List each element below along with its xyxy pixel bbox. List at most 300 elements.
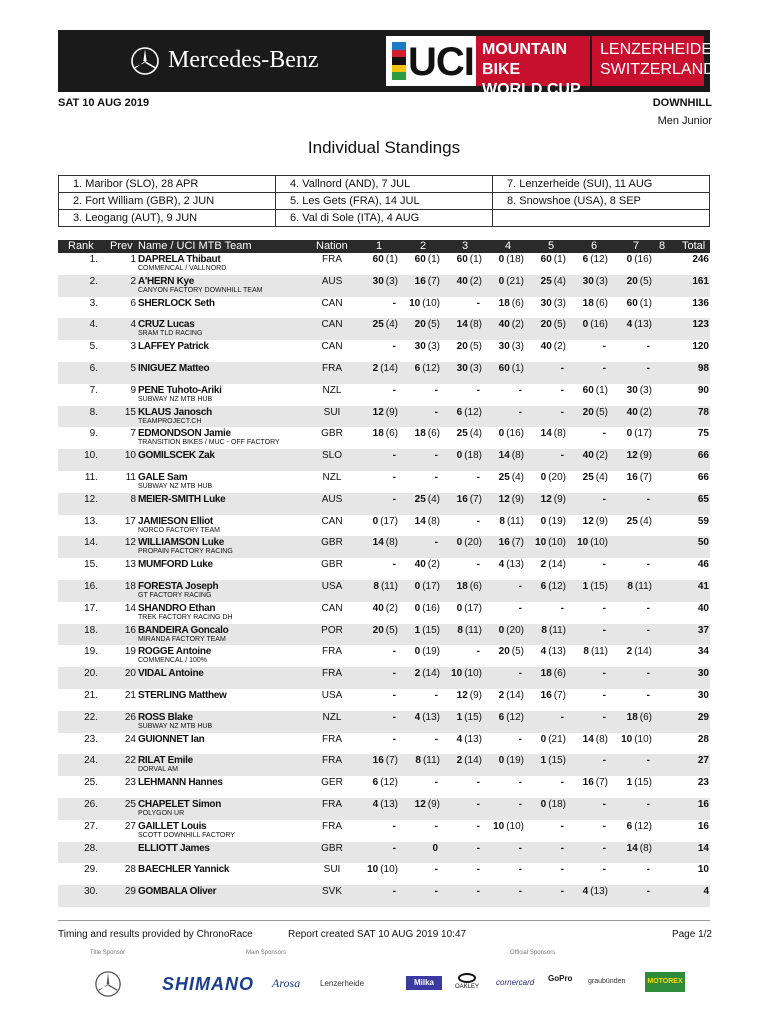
round-1-result xyxy=(354,646,398,658)
round-position: (11) xyxy=(422,755,440,767)
col-rank: Rank xyxy=(68,240,94,252)
round-3-result xyxy=(438,843,482,855)
rank-cell: 24. xyxy=(84,755,98,767)
motorex-logo: MOTOREX xyxy=(645,972,685,992)
round-position: (7) xyxy=(469,493,482,505)
standings-row xyxy=(58,340,710,362)
round-points: 25 xyxy=(498,471,510,483)
total-points: 123 xyxy=(692,319,709,331)
prev-rank-cell: 20 xyxy=(124,668,136,680)
rank-cell: 15. xyxy=(84,559,98,571)
standings-row xyxy=(58,384,710,406)
round-7-result xyxy=(608,450,652,462)
nation-cell: GBR xyxy=(321,537,343,549)
nation-cell: FRA xyxy=(322,733,342,745)
round-points: - xyxy=(646,864,650,876)
total-points: 29 xyxy=(697,711,709,723)
round-points: 30 xyxy=(372,275,384,287)
round-3-result xyxy=(438,690,482,702)
round-points: 16 xyxy=(626,471,638,483)
round-5-result xyxy=(522,734,566,746)
rider-name-text: INIGUEZ Matteo xyxy=(138,362,210,374)
rider-team: GT FACTORY RACING xyxy=(138,591,212,599)
round-position: (5) xyxy=(595,406,608,418)
round-position: (19) xyxy=(506,755,524,767)
round-4-result xyxy=(480,363,524,375)
round-position: (4) xyxy=(553,275,566,287)
rank-cell: 18. xyxy=(84,624,98,636)
round-position: (20) xyxy=(548,471,566,483)
round-points: 0 xyxy=(626,428,633,440)
rider-name-text: ROSS Blake xyxy=(138,711,193,723)
total-points: 98 xyxy=(697,362,709,374)
standings-rows xyxy=(58,253,710,907)
round-7-result xyxy=(608,298,652,310)
round-points: - xyxy=(602,842,606,854)
round-4-result xyxy=(480,428,524,440)
round-1-result xyxy=(354,821,398,833)
round-3-result xyxy=(438,341,482,353)
round-4-result xyxy=(480,319,524,331)
round-position: (11) xyxy=(380,580,398,592)
prev-rank-cell: 16 xyxy=(124,624,136,636)
rider-name-text: DAPRELA Thibaut xyxy=(138,254,221,265)
col-round-1: 1 xyxy=(376,240,383,252)
rider-name xyxy=(138,450,215,462)
round-position: (3) xyxy=(469,362,482,374)
round-position: (13) xyxy=(464,733,482,745)
mercedes-star-sponsor-icon xyxy=(94,970,122,998)
round-position: (11) xyxy=(506,515,524,527)
round-6-result xyxy=(564,341,608,353)
round-7-result xyxy=(608,385,652,397)
rank-cell: 20. xyxy=(84,668,98,680)
round-3-result xyxy=(438,407,482,419)
round-points: - xyxy=(602,820,606,832)
prev-rank-cell: 23 xyxy=(124,777,136,789)
round-points: - xyxy=(476,864,480,876)
round-points: 30 xyxy=(626,384,638,396)
round-3-result xyxy=(438,516,482,528)
round-1-result xyxy=(354,690,398,702)
round-points: 14 xyxy=(582,733,594,745)
round-6-result xyxy=(564,625,608,637)
round-position: (1) xyxy=(511,362,524,374)
rider-name xyxy=(138,494,225,506)
col-prev: Prev xyxy=(110,240,133,252)
round-position: (1) xyxy=(427,254,440,265)
round-points: - xyxy=(560,711,564,723)
round-6-result xyxy=(564,581,608,593)
round-3-result xyxy=(438,450,482,462)
round-points: 0 xyxy=(626,254,633,265)
round-points: 60 xyxy=(498,362,510,374)
round-4-result xyxy=(480,734,524,746)
round-position: (15) xyxy=(548,755,566,767)
event-cell: 5. Les Gets (FRA), 14 JUL xyxy=(276,193,493,210)
total-points: 30 xyxy=(697,668,709,680)
round-position: (8) xyxy=(385,537,398,549)
rider-team: TRANSITION BIKES / MUC - OFF FACTORY xyxy=(138,439,280,447)
round-points: 25 xyxy=(540,275,552,287)
round-5-result xyxy=(522,537,566,549)
rider-name-text: MUMFORD Luke xyxy=(138,559,213,571)
round-7-result xyxy=(608,559,652,571)
round-points: 40 xyxy=(414,559,426,571)
rank-cell: 29. xyxy=(84,864,98,876)
round-points: 0 xyxy=(456,602,463,614)
shimano-logo: SHIMANO xyxy=(162,974,254,994)
round-3-result xyxy=(438,603,482,615)
total-points: 4 xyxy=(703,886,709,898)
round-2-result xyxy=(396,690,440,702)
round-points: 0 xyxy=(432,842,438,854)
round-5-result xyxy=(522,603,566,615)
rank-cell: 10. xyxy=(84,450,98,462)
category: Men Junior xyxy=(657,115,712,127)
round-points: 1 xyxy=(540,755,547,767)
round-points: - xyxy=(646,755,650,767)
round-6-result xyxy=(564,690,608,702)
round-position: (4) xyxy=(511,471,524,483)
round-position: (16) xyxy=(590,319,608,331)
round-points: - xyxy=(392,689,396,701)
prev-rank-cell: 28 xyxy=(124,864,136,876)
round-7-result xyxy=(608,341,652,353)
round-points: 0 xyxy=(414,646,421,658)
round-points: 10 xyxy=(409,297,421,309)
round-position: (9) xyxy=(553,493,566,505)
prev-rank-cell: 17 xyxy=(124,515,136,527)
round-2-result xyxy=(396,319,440,331)
rank-cell: 6. xyxy=(89,362,98,374)
nation-cell: FRA xyxy=(322,798,342,810)
col-round-8: 8 xyxy=(659,240,666,252)
round-5-result xyxy=(522,341,566,353)
round-3-result xyxy=(438,559,482,571)
round-points: 12 xyxy=(456,689,468,701)
round-points: - xyxy=(476,798,480,810)
rank-cell: 28. xyxy=(84,842,98,854)
round-points: - xyxy=(560,777,564,789)
round-6-result xyxy=(564,385,608,397)
round-points: - xyxy=(602,755,606,767)
round-1-result xyxy=(354,341,398,353)
round-5-result xyxy=(522,668,566,680)
round-points: - xyxy=(602,559,606,571)
round-7-result xyxy=(608,537,652,549)
round-6-result xyxy=(564,734,608,746)
round-points: 40 xyxy=(626,406,638,418)
rider-name-text: CHAPELET Simon xyxy=(138,798,222,810)
round-2-result xyxy=(396,407,440,419)
round-2-result xyxy=(396,603,440,615)
round-position: (7) xyxy=(427,275,440,287)
rider-name-text: ELLIOTT James xyxy=(138,842,210,854)
round-points: 8 xyxy=(415,755,421,767)
round-position: (3) xyxy=(639,384,652,396)
round-6-result xyxy=(564,821,608,833)
round-7-result xyxy=(608,755,652,767)
round-points: - xyxy=(518,798,522,810)
round-6-result xyxy=(564,516,608,528)
round-position: (11) xyxy=(590,646,608,658)
round-1-result xyxy=(354,428,398,440)
round-7-result xyxy=(608,516,652,528)
round-points: - xyxy=(646,689,650,701)
round-6-result xyxy=(564,668,608,680)
graubunden-logo: graubünden xyxy=(588,978,626,985)
round-points: 10 xyxy=(451,668,463,680)
round-points: - xyxy=(560,602,564,614)
round-1-result xyxy=(354,494,398,506)
rank-cell: 5. xyxy=(89,341,98,353)
rank-cell: 1. xyxy=(89,254,98,265)
round-position: (13) xyxy=(422,711,440,723)
round-5-result xyxy=(522,276,566,288)
round-points: 18 xyxy=(540,668,552,680)
round-position: (13) xyxy=(634,319,652,331)
round-7-result xyxy=(608,603,652,615)
round-position: (19) xyxy=(548,515,566,527)
rank-cell: 23. xyxy=(84,733,98,745)
round-5-result xyxy=(522,428,566,440)
round-points: 60 xyxy=(626,297,638,309)
round-points: 8 xyxy=(373,580,379,592)
round-4-result xyxy=(480,450,524,462)
round-position: (14) xyxy=(506,689,524,701)
round-position: (10) xyxy=(590,537,608,549)
rider-name xyxy=(138,341,209,353)
round-points: - xyxy=(646,493,650,505)
col-round-2: 2 xyxy=(420,240,427,252)
nation-cell: NZL xyxy=(322,471,342,483)
round-points: 20 xyxy=(456,341,468,353)
round-position: (13) xyxy=(548,646,566,658)
prev-rank-cell: 8 xyxy=(130,493,136,505)
round-2-result xyxy=(396,341,440,353)
nation-cell: CAN xyxy=(321,297,343,309)
round-position: (10) xyxy=(380,864,398,876)
round-4-result xyxy=(480,755,524,767)
round-1-result xyxy=(354,319,398,331)
round-points: 14 xyxy=(372,537,384,549)
round-3-result xyxy=(438,755,482,767)
round-position: (18) xyxy=(548,798,566,810)
rank-cell: 17. xyxy=(84,602,98,614)
round-2-result xyxy=(396,821,440,833)
round-position: (10) xyxy=(548,537,566,549)
round-3-result xyxy=(438,254,482,266)
cornercard-logo: cornercard xyxy=(496,978,535,987)
nation-cell: NZL xyxy=(322,384,342,396)
round-2-result xyxy=(396,516,440,528)
round-points: 6 xyxy=(414,362,421,374)
round-5-result xyxy=(522,494,566,506)
rank-cell: 8. xyxy=(89,406,98,418)
round-points: - xyxy=(476,384,480,396)
round-4-result xyxy=(480,843,524,855)
round-3-result xyxy=(438,298,482,310)
prev-rank-cell: 14 xyxy=(124,602,136,614)
round-points: 12 xyxy=(626,450,638,462)
round-points: - xyxy=(646,362,650,374)
round-points: 20 xyxy=(372,624,384,636)
standings-row xyxy=(58,580,710,602)
round-position: (6) xyxy=(595,297,608,309)
total-points: 59 xyxy=(697,515,709,527)
round-position: (5) xyxy=(385,624,398,636)
round-6-result xyxy=(564,472,608,484)
round-position: (4) xyxy=(427,493,440,505)
venue-line1: LENZERHEIDE xyxy=(600,41,713,58)
round-points: 10 xyxy=(367,864,379,876)
round-points: 25 xyxy=(626,515,638,527)
standings-row xyxy=(58,449,710,471)
rank-cell: 30. xyxy=(84,886,98,898)
round-points: - xyxy=(560,450,564,462)
round-position: (12) xyxy=(634,820,652,832)
round-position: (6) xyxy=(427,428,440,440)
col-round-3: 3 xyxy=(462,240,469,252)
round-points: 4 xyxy=(372,798,379,810)
rider-name-text: KLAUS Janosch xyxy=(138,406,212,418)
round-points: - xyxy=(602,428,606,440)
prev-rank-cell: 26 xyxy=(124,711,136,723)
nation-cell: SUI xyxy=(323,406,341,418)
round-position: (20) xyxy=(464,537,482,549)
round-6-result xyxy=(564,319,608,331)
round-points: - xyxy=(476,777,480,789)
round-points: 0 xyxy=(456,537,463,549)
rider-name-text: GOMBALA Oliver xyxy=(138,886,217,898)
round-5-result xyxy=(522,581,566,593)
round-points: 6 xyxy=(456,406,463,418)
round-position: (8) xyxy=(595,733,608,745)
round-position: (5) xyxy=(511,646,524,658)
round-position: (3) xyxy=(553,297,566,309)
venue-logo xyxy=(592,36,715,86)
round-position: (6) xyxy=(511,297,524,309)
round-2-result xyxy=(396,886,440,898)
round-position: (9) xyxy=(639,450,652,462)
round-2-result xyxy=(396,646,440,658)
round-1-result xyxy=(354,254,398,266)
round-position: (21) xyxy=(506,275,524,287)
round-points: 6 xyxy=(498,711,505,723)
events-row xyxy=(59,210,710,227)
rider-team: NORCO FACTORY TEAM xyxy=(138,526,220,534)
round-points: 4 xyxy=(540,646,547,658)
round-1-result xyxy=(354,407,398,419)
round-points: 0 xyxy=(414,580,421,592)
round-position: (14) xyxy=(380,362,398,374)
round-position: (12) xyxy=(590,254,608,265)
round-points: 20 xyxy=(582,406,594,418)
round-4-result xyxy=(480,668,524,680)
round-4-result xyxy=(480,407,524,419)
round-1-result xyxy=(354,516,398,528)
standings-row xyxy=(58,645,710,667)
round-points: - xyxy=(476,646,480,658)
event-cell: 7. Lenzerheide (SUI), 11 AUG xyxy=(493,176,710,193)
round-5-result xyxy=(522,799,566,811)
rank-cell: 9. xyxy=(89,428,98,440)
events-table xyxy=(58,175,710,227)
total-points: 37 xyxy=(697,624,709,636)
total-points: 75 xyxy=(697,428,709,440)
round-points: 10 xyxy=(577,537,589,549)
round-position: (2) xyxy=(385,602,398,614)
round-points: 60 xyxy=(540,254,552,265)
round-points: 1 xyxy=(456,711,463,723)
round-position: (15) xyxy=(634,777,652,789)
round-5-result xyxy=(522,690,566,702)
discipline: DOWNHILL xyxy=(652,97,712,109)
round-4-result xyxy=(480,472,524,484)
round-position: (14) xyxy=(548,559,566,571)
nation-cell: USA xyxy=(321,580,343,592)
round-5-result xyxy=(522,319,566,331)
round-position: (20) xyxy=(506,624,524,636)
round-6-result xyxy=(564,276,608,288)
standings-row xyxy=(58,842,710,864)
round-position: (15) xyxy=(464,711,482,723)
nation-cell: NZL xyxy=(322,711,342,723)
round-7-result xyxy=(608,777,652,789)
round-points: 14 xyxy=(456,319,468,331)
round-1-result xyxy=(354,298,398,310)
round-points: - xyxy=(434,537,438,549)
round-7-result xyxy=(608,254,652,266)
total-points: 28 xyxy=(697,733,709,745)
rank-cell: 16. xyxy=(84,580,98,592)
round-points: 8 xyxy=(541,624,547,636)
round-points: 25 xyxy=(456,428,468,440)
round-position: (3) xyxy=(385,275,398,287)
round-position: (13) xyxy=(506,559,524,571)
round-points: 30 xyxy=(456,362,468,374)
rank-cell: 19. xyxy=(84,646,98,658)
round-position: (1) xyxy=(385,254,398,265)
round-1-result xyxy=(354,363,398,375)
round-position: (13) xyxy=(590,886,608,898)
standings-row xyxy=(58,558,710,580)
round-points: - xyxy=(560,384,564,396)
rider-team: MIRANDA FACTORY TEAM xyxy=(138,635,226,643)
round-points: - xyxy=(392,450,396,462)
round-points: - xyxy=(392,471,396,483)
round-points: - xyxy=(518,602,522,614)
round-position: (6) xyxy=(639,711,652,723)
col-name: Name / UCI MTB Team xyxy=(138,240,252,252)
round-points: 0 xyxy=(456,450,463,462)
round-position: (5) xyxy=(427,319,440,331)
round-position: (10) xyxy=(422,297,440,309)
rider-name xyxy=(138,864,229,876)
round-4-result xyxy=(480,777,524,789)
round-points: 6 xyxy=(582,254,589,265)
prev-rank-cell: 19 xyxy=(124,646,136,658)
round-points: 30 xyxy=(414,341,426,353)
round-5-result xyxy=(522,821,566,833)
uci-logo xyxy=(386,36,476,86)
rank-cell: 21. xyxy=(84,689,98,701)
round-5-result xyxy=(522,407,566,419)
round-2-result xyxy=(396,625,440,637)
round-points: - xyxy=(518,886,522,898)
standings-row xyxy=(58,602,710,624)
